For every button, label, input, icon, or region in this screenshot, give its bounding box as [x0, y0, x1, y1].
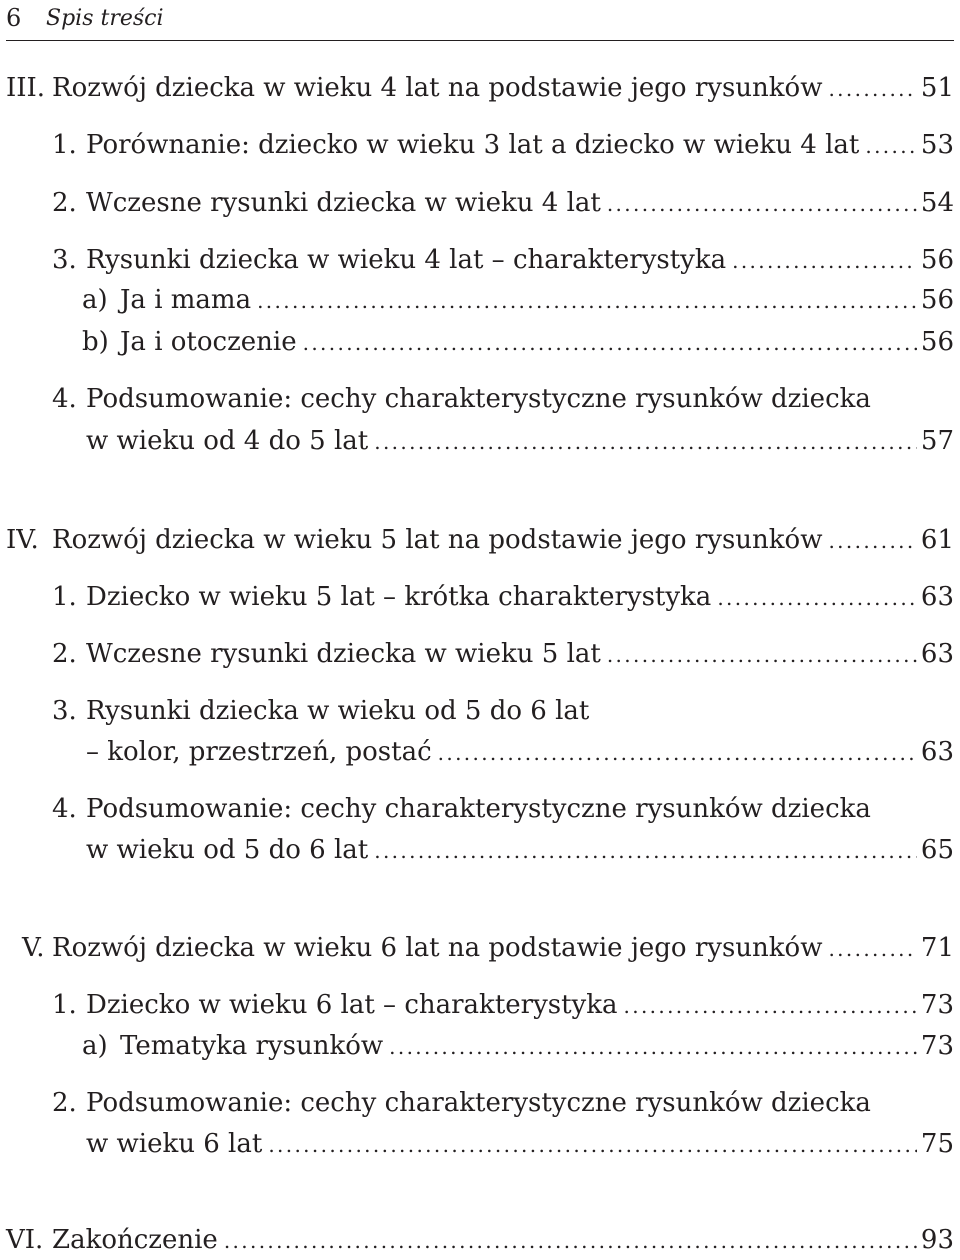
- toc-chapter[interactable]: [6, 69, 954, 107]
- toc-title: Rysunki dziecka w wieku 4 lat – charakterystyka: [86, 245, 727, 275]
- toc-entry: [120, 281, 954, 320]
- toc-title: Ja i mama: [120, 285, 252, 315]
- toc-number: 1.: [52, 130, 77, 160]
- toc-leader: [624, 987, 917, 1025]
- toc-title: Rozwój dziecka w wieku 5 lat na podstawie jego rysunków: [52, 525, 823, 555]
- toc-item[interactable]: [6, 380, 954, 418]
- toc-page: 56: [920, 285, 954, 315]
- toc-leader: [303, 324, 917, 362]
- toc-number: 1.: [52, 990, 77, 1020]
- toc-chapter[interactable]: [6, 929, 954, 967]
- toc-title: Dziecko w wieku 6 lat – charakterystyka: [86, 990, 618, 1020]
- toc-entry: [86, 184, 954, 223]
- toc-item-continuation[interactable]: [6, 1125, 954, 1163]
- toc-title: Zakończenie: [52, 1225, 218, 1255]
- toc-title: Rozwój dziecka w wieku 4 lat na podstawie jego rysunków: [52, 73, 823, 103]
- toc-entry: [120, 1027, 954, 1066]
- running-head: [6, 2, 954, 41]
- toc-title: Podsumowanie: cechy charakterystyczne rysunków dziecka: [86, 794, 871, 824]
- toc-number: 4.: [52, 384, 77, 414]
- toc-page: 71: [920, 933, 954, 963]
- toc-entry: [86, 733, 954, 772]
- toc-item-continuation[interactable]: [6, 733, 954, 771]
- toc-entry: [52, 929, 954, 968]
- toc-entry: [86, 790, 954, 828]
- toc-entry: [86, 241, 954, 280]
- toc-subitem[interactable]: [6, 281, 954, 319]
- toc-title: Podsumowanie: cechy charakterystyczne rysunków dziecka: [86, 384, 871, 414]
- toc-entry: [86, 1084, 954, 1122]
- toc-item[interactable]: [6, 126, 954, 164]
- toc-number: 3.: [52, 245, 77, 275]
- toc-leader: [828, 930, 916, 968]
- toc-entry: [52, 521, 954, 560]
- toc-subitem[interactable]: [6, 1027, 954, 1065]
- toc-number: a): [82, 285, 108, 315]
- toc-item[interactable]: [6, 1084, 954, 1122]
- toc-title: Rysunki dziecka w wieku od 5 do 6 lat: [86, 696, 590, 726]
- toc-page: 75: [920, 1129, 954, 1159]
- toc-number: 4.: [52, 794, 77, 824]
- toc-item[interactable]: [6, 635, 954, 673]
- toc-number: VI.: [6, 1225, 44, 1255]
- toc-page: 56: [920, 245, 954, 275]
- toc-title: Rozwój dziecka w wieku 6 lat na podstawie jego rysunków: [52, 933, 823, 963]
- toc-item[interactable]: [6, 986, 954, 1024]
- toc-page: 61: [920, 525, 954, 555]
- toc-entry: [86, 831, 954, 870]
- toc-leader: [828, 522, 916, 560]
- toc-leader: [224, 1222, 917, 1260]
- toc-entry: [86, 635, 954, 674]
- toc-page: 65: [920, 835, 954, 865]
- toc-entry: [86, 380, 954, 418]
- toc-number: b): [82, 327, 109, 357]
- toc-chapter[interactable]: [6, 521, 954, 559]
- toc-title: Wczesne rysunki dziecka w wieku 4 lat: [86, 188, 601, 218]
- toc-title: w wieku od 4 do 5 lat: [86, 426, 369, 456]
- toc-page: 63: [920, 639, 954, 669]
- toc-subitem[interactable]: [6, 323, 954, 361]
- toc-leader: [717, 579, 917, 617]
- toc-entry: [86, 578, 954, 617]
- toc-item[interactable]: [6, 184, 954, 222]
- toc-chapter[interactable]: [6, 1221, 954, 1259]
- toc-number: 1.: [52, 582, 77, 612]
- toc-leader: [732, 242, 917, 280]
- toc-number: 2.: [52, 639, 77, 669]
- toc-number: 2.: [52, 1088, 77, 1118]
- toc-item[interactable]: [6, 692, 954, 730]
- toc-entry: [52, 1221, 954, 1260]
- toc-page: 54: [920, 188, 954, 218]
- toc-page: 73: [920, 1031, 954, 1061]
- toc-entry: [120, 323, 954, 362]
- toc-title: – kolor, przestrzeń, postać: [86, 737, 432, 767]
- toc-page: 63: [920, 737, 954, 767]
- toc-item-continuation[interactable]: [6, 422, 954, 460]
- toc-leader: [607, 185, 917, 223]
- toc-title: Dziecko w wieku 5 lat – krótka charakterystyka: [86, 582, 712, 612]
- toc-item-continuation[interactable]: [6, 831, 954, 869]
- toc-page: 57: [920, 426, 954, 456]
- toc-page: 51: [920, 73, 954, 103]
- toc-item[interactable]: [6, 241, 954, 279]
- toc-page: 73: [920, 990, 954, 1020]
- toc-title: Wczesne rysunki dziecka w wieku 5 lat: [86, 639, 601, 669]
- toc-entry: [86, 422, 954, 461]
- toc-page: 63: [920, 582, 954, 612]
- toc-leader: [268, 1126, 917, 1164]
- toc-item[interactable]: [6, 578, 954, 616]
- toc-number: V.: [22, 933, 45, 963]
- toc-number: IV.: [6, 525, 39, 555]
- toc-entry: [86, 126, 954, 165]
- toc-item[interactable]: [6, 790, 954, 828]
- page-title: Spis treści: [46, 6, 164, 31]
- toc-leader: [438, 734, 917, 772]
- page-number: 6: [6, 4, 22, 32]
- toc-leader: [374, 832, 917, 870]
- toc-leader: [828, 70, 916, 108]
- toc-entry: [86, 986, 954, 1025]
- toc-entry: [52, 69, 954, 108]
- toc-leader: [865, 127, 917, 165]
- toc-title: w wieku 6 lat: [86, 1129, 263, 1159]
- toc-entry: [86, 1125, 954, 1164]
- toc-leader: [257, 282, 917, 320]
- toc-entry: [86, 692, 954, 730]
- toc-page: 93: [920, 1225, 954, 1255]
- toc-title: Porównanie: dziecko w wieku 3 lat a dziecko w wieku 4 lat: [86, 130, 860, 160]
- toc-title: Tematyka rysunków: [120, 1031, 384, 1061]
- toc-page: 56: [920, 327, 954, 357]
- toc-page: 53: [920, 130, 954, 160]
- toc-leader: [607, 636, 917, 674]
- toc-number: 2.: [52, 188, 77, 218]
- toc-title: Ja i otoczenie: [120, 327, 297, 357]
- toc-title: w wieku od 5 do 6 lat: [86, 835, 369, 865]
- toc-leader: [374, 423, 917, 461]
- toc-number: 3.: [52, 696, 77, 726]
- toc-leader: [389, 1028, 917, 1066]
- toc-number: III.: [6, 73, 46, 103]
- toc-title: Podsumowanie: cechy charakterystyczne rysunków dziecka: [86, 1088, 871, 1118]
- toc-number: a): [82, 1031, 108, 1061]
